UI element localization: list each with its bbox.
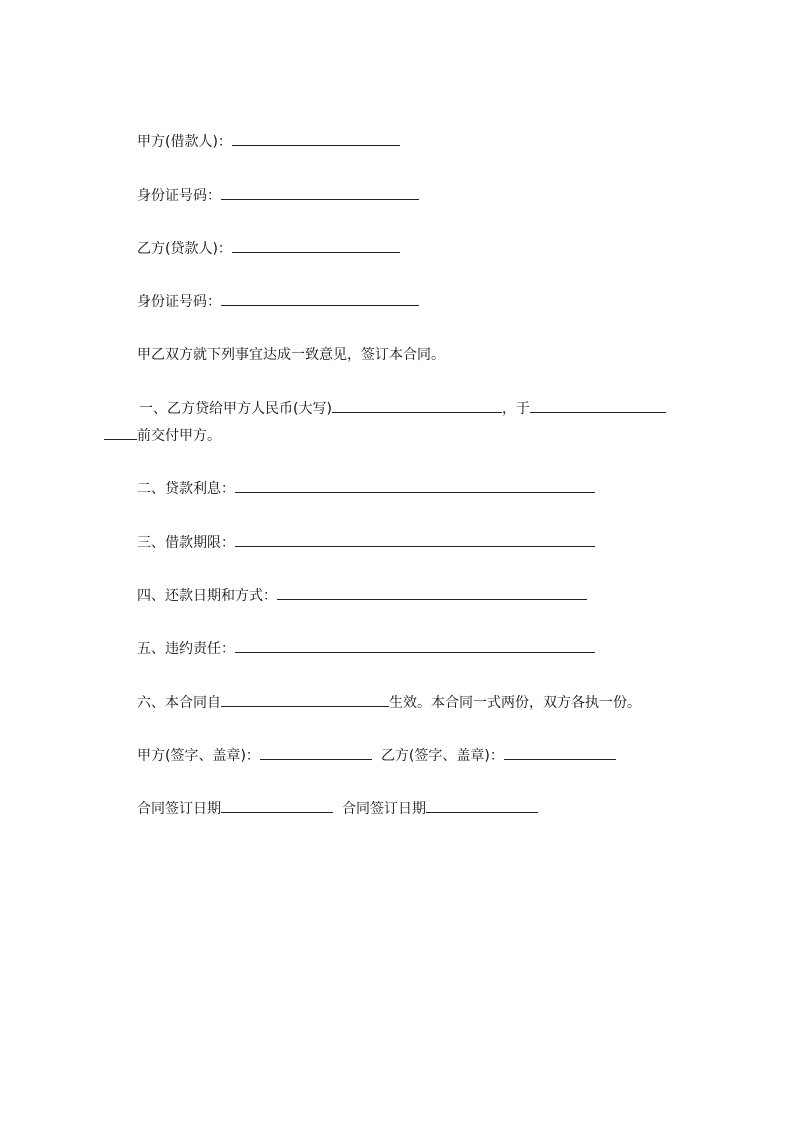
date-b-label: 合同签订日期 xyxy=(342,801,426,817)
clause-1-date-blank-cont xyxy=(104,425,137,440)
clause-4-blank xyxy=(277,585,587,600)
signature-a-label: 甲方(签字、盖章)： xyxy=(137,748,260,764)
clause-2-row xyxy=(137,478,595,499)
party-b-blank xyxy=(232,238,400,253)
date-a-label: 合同签订日期 xyxy=(137,801,221,817)
clause-3-blank xyxy=(235,532,595,547)
clause-6-blank xyxy=(221,692,389,707)
party-a-label: 甲方(借款人)： xyxy=(137,134,232,150)
clause-6-tail: 生效。本合同一式两份，双方各执一份。 xyxy=(389,695,641,711)
party-a-row xyxy=(137,131,400,152)
clause-6-text: 六、本合同自 xyxy=(137,695,221,711)
id-row-1 xyxy=(137,185,419,206)
clause-3-label: 三、借款期限： xyxy=(137,535,235,551)
id-row-2 xyxy=(137,291,419,312)
id-label-2: 身份证号码： xyxy=(137,294,221,310)
clause-1-amount-blank xyxy=(332,398,502,413)
clause-4-label: 四、还款日期和方式： xyxy=(137,588,277,604)
clause-1-connector: ，于 xyxy=(501,401,530,417)
signature-a-blank xyxy=(260,745,372,760)
clause-5-blank xyxy=(235,638,595,653)
clause-2-blank xyxy=(235,478,595,493)
party-b-row xyxy=(137,238,400,259)
id-blank-1 xyxy=(221,185,419,200)
clause-1-text: 一、乙方贷给甲方人民币(大写) xyxy=(139,401,332,417)
id-label-1: 身份证号码： xyxy=(137,188,221,204)
clause-1-continued xyxy=(104,425,221,446)
clause-1-tail: 前交付甲方。 xyxy=(137,428,221,444)
clause-4-row xyxy=(137,585,587,606)
clause-6-row xyxy=(137,692,641,713)
intro-paragraph: 甲乙双方就下列事宜达成一致意见，签订本合同。 xyxy=(137,347,445,363)
signature-b-blank xyxy=(504,745,616,760)
party-a-blank xyxy=(232,131,400,146)
date-a-blank xyxy=(221,798,333,813)
signature-row xyxy=(137,745,616,766)
clause-5-label: 五、违约责任： xyxy=(137,641,235,657)
signature-b-label: 乙方(签字、盖章)： xyxy=(380,748,504,764)
clause-3-row xyxy=(137,532,595,553)
party-b-label: 乙方(贷款人)： xyxy=(137,241,232,257)
clause-1-row xyxy=(139,398,666,419)
clause-1-date-blank xyxy=(530,398,666,413)
date-b-blank xyxy=(426,798,538,813)
clause-5-row xyxy=(137,638,595,659)
id-blank-2 xyxy=(221,291,419,306)
clause-2-label: 二、贷款利息： xyxy=(137,481,235,497)
date-row xyxy=(137,798,538,819)
